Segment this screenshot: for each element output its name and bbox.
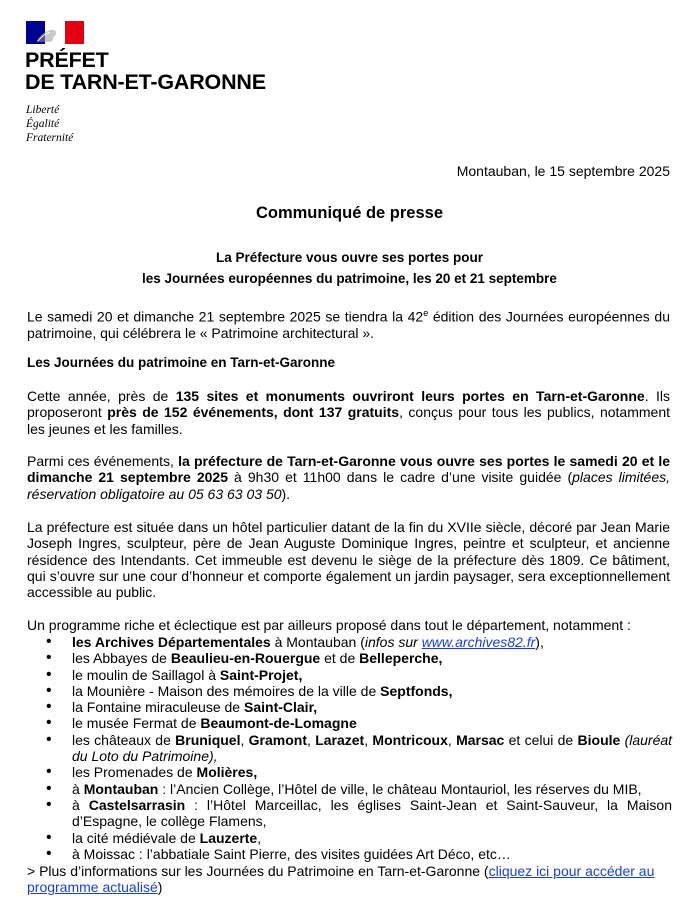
list-item-text: ,: [240, 731, 249, 748]
list-item: [27, 634, 672, 650]
list-item-bold: Larazet: [315, 731, 365, 748]
republic-motto: [26, 103, 73, 145]
list-item-text: ,: [257, 829, 262, 846]
list-item-text: la Fontaine miraculeuse de: [72, 699, 244, 716]
list-item: [27, 715, 672, 731]
list-item-bold: Molières,: [196, 764, 258, 781]
more-info-text: > Plus d’informations sur les Journées du Patrimoine en Tarn-et-Garonne: [27, 863, 484, 879]
list-item-bold: Beaumont-de-Lomagne: [200, 715, 357, 732]
list-item: [27, 797, 672, 830]
p2-italic-1: places limitées, réservation obligatoire au 05 63 63 03 50: [27, 469, 670, 502]
p1-text-1: Cette année, près de: [27, 388, 176, 404]
list-item-bold: Montauban: [83, 780, 159, 797]
list-item-text: ,: [447, 731, 457, 748]
prefecture-title-line2: DE TARN-ET-GARONNE: [25, 70, 266, 94]
subtitle-line-2: les Journées européennes du patrimoine, les 20 et 21 septembre: [142, 271, 557, 286]
list-item: [27, 764, 672, 780]
list-item-bold: Bruniquel: [175, 731, 241, 748]
list-item-text: à Moissac : l’abbatiale Saint Pierre, des visites guidées Art Déco, etc…: [72, 845, 511, 862]
list-item-bold: Montricoux: [372, 731, 448, 748]
subtitle-line-1: La Préfecture vous ouvre ses portes pour: [215, 250, 484, 265]
more-info-line: [27, 863, 672, 896]
list-item-text: ),: [535, 634, 544, 650]
list-item-text: la cité médiévale de: [72, 829, 200, 846]
motto-egalite: Égalité: [26, 118, 60, 130]
list-item: [27, 830, 672, 846]
p2-text-1: Parmi ces événements,: [27, 453, 179, 469]
intro-superscript: e: [423, 308, 429, 318]
list-item-text: ,: [307, 731, 316, 748]
list-item: [27, 846, 672, 862]
list-item-bold: Saint-Projet,: [219, 666, 303, 683]
p2-text-3: ).: [281, 485, 291, 502]
list-item-text: le moulin de Saillagol à: [72, 666, 220, 683]
list-item-text: les Promenades de: [72, 764, 197, 781]
marianne-flag-logo: [26, 21, 84, 44]
list-item-bold: Belleperche,: [359, 650, 443, 667]
list-item-text: les châteaux de: [72, 731, 176, 748]
list-item-bold: Gramont: [248, 731, 308, 748]
motto-liberte: Liberté: [26, 104, 60, 116]
list-item-text: à Montauban (: [270, 634, 365, 650]
list-item: [27, 667, 672, 683]
prefecture-title: [25, 49, 266, 93]
list-item: [27, 650, 672, 666]
dateline: Montauban, le 15 septembre 2025: [456, 163, 670, 179]
p1-bold-2: près de 152 événements, dont 137 gratuits: [107, 404, 400, 421]
list-item-bold: les Archives Départementales: [72, 634, 271, 650]
list-item-bold: Saint-Clair,: [244, 699, 318, 716]
section-heading: Les Journées du patrimoine en Tarn-et-Garonne: [27, 355, 336, 370]
list-item-text: à: [72, 796, 89, 813]
list-item-text: et celui de: [504, 731, 578, 748]
program-list: [27, 634, 672, 862]
p2-bold-1: la préfecture de Tarn-et-Garonne vous ouvre ses portes le samedi 20 et le dimanche 21 septembre 2025: [27, 453, 671, 486]
list-item: [27, 732, 672, 765]
intro-paragraph: [27, 305, 670, 341]
motto-fraternite: Fraternité: [26, 132, 74, 144]
paragraph-history: La préfecture est située dans un hôtel particulier datant de la fin du XVIIe siècle, décoré par Jean Marie Joseph Ingres, sculpteur, père de Jean Auguste Dominique Ingres, peintre et sculpteur, et ancienne résidence des Intendants. Cet immeuble est devenu le siège de la préfecture dès 1809. Ce bâtiment, qui s’ouvre sur une cour d’honneur et comporte également un jardin paysager, sera exceptionnellement accessible au public.: [27, 519, 670, 601]
intro-text-1: Le samedi 20 et dimanche 21 septembre 2025 se tiendra la 42: [27, 308, 424, 325]
list-item: [27, 781, 672, 797]
more-info-paren: (: [483, 863, 489, 879]
p1-bold-1: 135 sites et monuments ouvriront leurs portes en Tarn-et-Garonne: [175, 388, 645, 404]
list-item-bold: Beaulieu-en-Rouergue: [170, 650, 321, 667]
list-item-text: le musée Fermat de: [72, 715, 201, 732]
archives-link[interactable]: www.archives82.fr: [421, 634, 536, 650]
p1-text-2: . Ils proposeront: [27, 388, 670, 421]
list-item-bold: Bioule: [577, 731, 621, 748]
prefecture-title-line1: PRÉFET: [25, 48, 109, 72]
more-info-close: ): [157, 879, 163, 896]
list-item-text: ,: [364, 731, 373, 748]
list-item-italic: infos sur: [364, 634, 422, 650]
paragraph-sites: [27, 388, 670, 437]
p2-text-2: à 9h30 et 11h00 dans le cadre d’une visite guidée (: [228, 469, 573, 486]
list-item-text: et de: [320, 650, 360, 667]
list-item-bold: Lauzerte: [199, 829, 258, 846]
program-intro: Un programme riche et éclectique est par ailleurs proposé dans tout le département, notamment :: [27, 617, 631, 633]
list-item: [27, 699, 672, 715]
list-item-italic: (lauréat du Loto du Patrimoine),: [72, 731, 673, 765]
list-item-text: : l’Hôtel Marceillac, les églises Saint-Jean et Saint-Sauveur, la Maison d’Espagne, le collège Flamens,: [72, 796, 672, 830]
paragraph-prefecture-visit: [27, 453, 670, 502]
p1-text-3: , conçus pour tous les publics, notamment les jeunes et les familles.: [27, 404, 670, 437]
list-item-bold: Castelsarrasin: [88, 796, 186, 813]
list-item-text: la Mounière - Maison des mémoires de la ville de: [72, 682, 381, 699]
list-item: [27, 683, 672, 699]
program-link[interactable]: cliquez ici pour accéder au programme actualisé: [27, 863, 655, 896]
intro-text-2: édition des Journées européennes du patrimoine, qui célébrera le « Patrimoine architectural ».: [27, 308, 670, 341]
list-item-bold: Septfonds,: [380, 682, 453, 699]
list-item-bold: Marsac: [456, 731, 505, 748]
list-item-text: les Abbayes de: [72, 650, 171, 667]
document-title: Communiqué de presse: [255, 204, 444, 222]
list-item-text: : l’Ancien Collège, l’Hôtel de ville, le château Montauriol, les réserves du MIB,: [158, 780, 642, 797]
list-item-text: à: [72, 780, 84, 797]
